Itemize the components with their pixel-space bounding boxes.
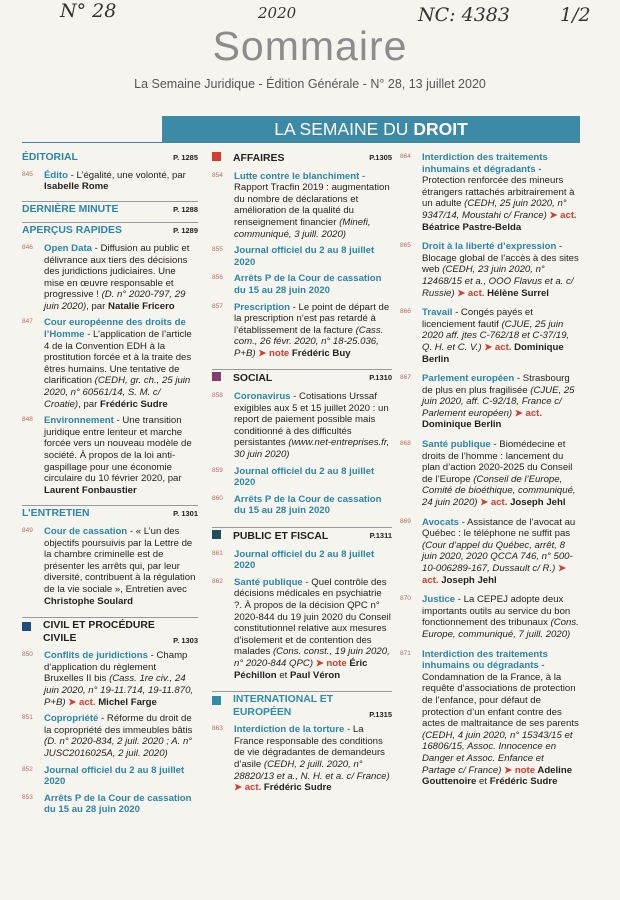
entry-author: Christophe Soulard [44, 595, 134, 607]
entry-author: Béatrice Pastre-Belda [422, 221, 522, 233]
toc-entry[interactable] [22, 713, 198, 759]
section-social [212, 369, 392, 386]
toc-entry[interactable] [22, 650, 198, 708]
entry-text: - Une transition juridique entre lenteur et marche forcée vers un nouveau modèle de société. À propos de la loi anti-gaspillage pour une économie circulaire du 10 février 2020, par [44, 415, 192, 485]
toc-entry[interactable] [212, 245, 392, 268]
entry-keyword: Travail [422, 307, 453, 319]
entry-text: - Le point de départ de la prescription n’est pas retardé à l’établissement de la facture [234, 301, 390, 336]
entry-number: 865 [400, 242, 411, 250]
entry-citation: (CEDH, 4 juin 2020, n° 15343/15 et 16806/15, Assoc. Innocence en Danger et Assoc. Enfance et Partage c/ France) [422, 729, 573, 776]
entry-text: - La CEPEJ adopte deux importants outils au service du bon fonctionnement des tribunaux [422, 594, 571, 629]
entry-author: Dominique Berlin [422, 341, 564, 365]
entry-arrow: ➤ act. [477, 497, 511, 509]
toc-column-2 [212, 150, 392, 794]
entry-citation: (D. n° 2020-834, 2 juil. 2020 ; A. n° JUSC2016025A, 2 juil. 2020) [44, 736, 193, 760]
entry-arrow: ➤ note [313, 657, 350, 669]
entry-arrow: ➤ act. [454, 287, 488, 299]
entry-number: 845 [22, 170, 33, 178]
toc-column-1 [22, 150, 198, 816]
toc-entry[interactable] [212, 724, 392, 794]
section-page: P.1311 [369, 531, 392, 540]
entry-number: 850 [22, 651, 33, 659]
entry-keyword: Conflits de juridictions [44, 650, 148, 662]
toc-entry[interactable] [22, 765, 198, 788]
section-square-icon [212, 372, 221, 381]
entry-text: - Blocage global de l’accès à des sites web [422, 241, 579, 276]
entry-keyword: Interdiction de la torture [234, 724, 345, 736]
entry-number: 864 [400, 153, 411, 160]
toc-entry[interactable] [400, 373, 580, 431]
entry-text: - L’application de l’article 4 de la Convention EDH à la prostitution forcée et à la traite des êtres humains. Une tentative de clarification [44, 329, 192, 387]
entry-number: 854 [212, 171, 223, 179]
toc-entry[interactable] [212, 391, 392, 461]
entry-author: Isabelle Rome [44, 181, 109, 193]
entry-keyword: Édito [44, 169, 68, 181]
entry-text: - Quel contrôle des décisions médicales en psychiatrie ?. À propos de la décision QPC n° 2020-844 du 19 juin 2020 du Conseil constitutionnel relative aux mesures d’isolement et de contention des malades [234, 576, 391, 658]
section-public-fiscal [212, 527, 392, 544]
toc-entry[interactable] [212, 171, 392, 241]
section-title-wrap [212, 372, 392, 386]
entry-citation: (D. n° 2020-797, 29 juin 2020) [44, 289, 186, 312]
toc-entry[interactable] [400, 152, 580, 233]
banner-light: LA SEMAINE DU [274, 119, 414, 139]
entry-text: - Biomédecine et droits de l’homme : lancement du plan d’action 2020-2025 du Conseil de l’Europe [422, 439, 573, 485]
entry-arrow: ➤ act. [481, 341, 515, 353]
entry-author: Éric Péchillon [234, 657, 368, 681]
section-civil [22, 617, 198, 645]
section-title: L’ENTRETIEN [22, 508, 90, 520]
handwritten-issue-number: N° 28 [60, 0, 117, 22]
entry-author: Frédéric Sudre [489, 776, 558, 788]
section-square-icon [212, 530, 221, 539]
entry-number: 871 [400, 649, 411, 657]
entry-keyword: Lutte contre le blanchiment [234, 170, 360, 182]
section-page: P.1305 [369, 153, 392, 162]
entry-number: 867 [400, 374, 411, 382]
entry-citation: (CEDH, gr. ch., 25 juin 2020, n° 60561/14, S. M. c/ Croatie) [44, 375, 191, 410]
section-editorial [22, 150, 198, 165]
entry-keyword: Arrêts P de la Cour de cassation du 15 au 28 juin 2020 [44, 792, 192, 816]
entry-keyword: Justice [422, 594, 456, 606]
section-page: P. 1289 [173, 226, 198, 236]
toc-column-3 [400, 150, 580, 788]
section-affaires [212, 150, 392, 166]
entry-keyword: Interdiction des traitements inhumains et dégradants [422, 152, 548, 175]
section-apercus-rapides [22, 222, 198, 238]
toc-entry[interactable] [400, 439, 580, 509]
toc-entry[interactable] [22, 793, 198, 816]
entry-keyword: Santé publique [234, 576, 303, 588]
entry-text: - Assistance de l’avocat au Québec : le téléphone ne suffit pas [422, 516, 576, 540]
entry-citation: (Cons. Europe, communiqué, 7 juill. 2020) [422, 617, 579, 640]
entry-citation: (CEDH, 25 juin 2020, n° 9347/14, Moustahi c/ France) [422, 198, 567, 221]
section-entretien [22, 505, 198, 521]
entry-number: 869 [400, 517, 411, 525]
entry-citation: (www.net-entreprises.fr, 30 juin 2020) [234, 437, 390, 461]
section-square-icon [22, 622, 31, 631]
entry-citation: (Cons. const., 19 juin 2020, n° 2020-844 QPC) [234, 646, 390, 669]
entry-arrow: ➤ act. [546, 209, 577, 221]
entry-author: Joseph Jehl [510, 497, 566, 509]
toc-entry[interactable] [400, 517, 580, 587]
toc-entry[interactable] [400, 594, 580, 640]
section-title-wrap [212, 694, 392, 719]
entry-text: - « L’un des objectifs poursuivis par la Lettre de la chambre criminelle est de présenter les arrêts qui, par leur diversité, contribuent à la régulation de la vie sociale », Entretien avec [44, 525, 196, 595]
entry-number: 848 [22, 416, 33, 424]
section-derniere-minute [22, 201, 198, 217]
entry-number: 861 [212, 549, 223, 557]
entry-keyword: Journal officiel du 2 au 8 juillet 2020 [44, 764, 185, 788]
entry-text: - Diffusion au public et délivrance aux tiers des décisions des juridictions judiciaires. Une mise en œuvre responsable et progressive ! [44, 242, 190, 301]
entry-number: 847 [22, 318, 33, 326]
entry-text: - La France responsable des conditions de vie dégradantes de demandeurs d’asile [234, 724, 385, 771]
handwritten-reference: NC: 4383 [418, 4, 510, 26]
entry-keyword: Journal officiel du 2 au 8 juillet 2020 [234, 245, 375, 268]
entry-author: Natalie Fricero [108, 300, 175, 312]
entry-number: 852 [22, 765, 33, 773]
entry-author: Joseph Jehl [441, 574, 497, 586]
section-international [212, 691, 392, 719]
handwritten-fraction: 1/2 [560, 4, 591, 26]
entry-text: - Protection renforcée des mineurs étrangers rattachés arbitrairement à un adulte [422, 163, 575, 210]
banner-bold: DROIT [413, 119, 468, 139]
section-page: P. 1288 [173, 204, 198, 214]
entry-number: 849 [22, 526, 33, 534]
toc-entry[interactable] [22, 170, 198, 193]
section-page: P. 1285 [173, 153, 198, 162]
entry-keyword: Journal officiel du 2 au 8 juillet 2020 [234, 465, 375, 489]
section-page: P.1315 [369, 710, 392, 720]
section-title-wrap [212, 530, 392, 544]
entry-text: - Réforme du droit de la copropriété des immeubles bâtis [44, 713, 193, 736]
toc-entry[interactable] [212, 494, 392, 517]
section-banner [162, 116, 580, 142]
section-title: AFFAIRES [233, 153, 285, 164]
entry-citation: (CJUE, 25 juin 2020, aff. C-92/18, France c/ Parlement européen) [422, 384, 575, 419]
entry-keyword: Journal officiel du 2 au 8 juillet 2020 [234, 548, 375, 572]
entry-keyword: Droit à la liberté d’expression [422, 241, 557, 253]
entry-citation: (CEDH, 2 juill. 2020, n° 28820/13 et a., N. H. et a. c/ France) [234, 759, 390, 782]
entry-number: 851 [22, 714, 33, 722]
entry-author: Frédéric Buy [291, 347, 351, 359]
entry-text: - L’égalité, une volonté, par [67, 169, 186, 181]
section-title: ÉDITORIAL [22, 152, 78, 163]
entry-number: 868 [400, 440, 411, 448]
entry-citation: (Cass. com., 26 févr. 2020, n° 18-25.036, P+B) [234, 324, 384, 359]
section-title: CIVIL ET PROCÉDURE CIVILE [43, 620, 155, 644]
entry-author: Adeline Gouttenoire [422, 764, 573, 788]
toc-entry[interactable] [212, 466, 392, 489]
entry-keyword: Interdiction des traitements inhumains ou dégradants [422, 648, 548, 672]
entry-number: 866 [400, 308, 411, 316]
entry-citation: (CJUE, 25 juin 2020 aff. jtes C-762/18 et C-37/19, Q. H. et C. V.) [422, 318, 570, 353]
toc-entry[interactable] [400, 307, 580, 365]
page-subtitle: La Semaine Juridique - Édition Générale - N° 28, 13 juillet 2020 [134, 77, 486, 91]
entry-keyword: Coronavirus [234, 391, 291, 403]
entry-number: 846 [22, 243, 33, 251]
entry-citation: (Cass. 1re civ., 24 juin 2020, n° 19-11.714, 19-11.870, P+B) [44, 673, 194, 708]
entry-keyword: Cour de cassation [44, 525, 128, 537]
section-square-icon [212, 152, 221, 161]
entry-text: - Strasbourg de plus en plus fragilisée [422, 373, 570, 396]
entry-author: Paul Véron [290, 669, 341, 681]
entry-text: - Cotisations Urssaf exigibles aux 5 et 15 juillet 2020 : un report de paiement possible mais conditionné à des difficultés persistantes [234, 391, 389, 449]
toc-entry[interactable] [22, 526, 198, 607]
entry-text: et [476, 776, 490, 788]
entry-keyword: Open Data [44, 242, 92, 254]
entry-author: Laurent Fonbaustier [44, 484, 137, 496]
entry-number: 853 [22, 793, 33, 801]
entry-arrow: ➤ note [501, 764, 538, 776]
section-square-icon [212, 696, 221, 705]
toc-entry[interactable] [212, 549, 392, 572]
section-page: P. 1301 [173, 509, 198, 519]
banner-rule [22, 142, 580, 143]
entry-text: - Champ d’application du règlement Bruxelles II bis [44, 650, 188, 685]
toc-entry[interactable] [400, 241, 580, 299]
entry-number: 870 [400, 595, 411, 603]
entry-number: 855 [212, 246, 223, 254]
section-title-wrap [212, 152, 392, 166]
entry-author: Frédéric Sudre [263, 782, 332, 794]
section-page: P.1310 [369, 373, 392, 383]
entry-arrow: ➤ note [255, 347, 292, 359]
entry-keyword: Parlement européen [422, 373, 515, 385]
section-title: INTERNATIONAL ET EUROPÉEN [233, 694, 334, 718]
entry-citation: (Cour d’appel du Québec, arrêt, 8 juin 2020, 2020 QCCA 746, n° 500-10-006289-167, Dussault c/ R.) [422, 539, 573, 574]
entry-author: Michel Farge [98, 696, 157, 708]
entry-text: , par [86, 300, 109, 312]
entry-text: - Condamnation de la France, à la requête d’associations de protection de l’enfance, pour défaut de protection d’un enfant contre des actes de maltraitance de ses parents [422, 660, 579, 730]
entry-arrow: ➤ act. [65, 696, 99, 708]
entry-text: - Congés payés et licenciement fautif [422, 307, 533, 330]
entry-keyword: Santé publique [422, 439, 491, 451]
entry-number: 856 [212, 274, 223, 282]
entry-number: 863 [212, 725, 223, 733]
entry-citation: (Conseil de l’Europe, Comité de bioéthique, communiqué, 24 juin 2020) [422, 473, 576, 509]
entry-author: Frédéric Sudre [100, 398, 168, 410]
entry-text: , par [78, 398, 100, 410]
section-title: APERÇUS RAPIDES [22, 225, 122, 237]
entry-number: 860 [212, 494, 223, 502]
toc-entry[interactable] [22, 415, 198, 496]
handwritten-year: 2020 [258, 4, 297, 22]
entry-author: Dominique Berlin [422, 419, 502, 431]
toc-entry[interactable] [212, 302, 392, 360]
entry-keyword: Environnement [44, 415, 114, 427]
entry-text: et [276, 669, 290, 681]
entry-arrow: ➤ act. [512, 407, 543, 419]
toc-entry[interactable] [400, 649, 580, 788]
entry-keyword: Arrêts P de la Cour de cassation du 15 au 28 juin 2020 [234, 493, 382, 517]
entry-keyword: Avocats [422, 516, 459, 528]
entry-keyword: Prescription [234, 301, 290, 313]
page-title: Sommaire [212, 23, 408, 69]
entry-number: 857 [212, 302, 223, 310]
entry-citation: (CEDH, 23 juin 2020, n° 12468/15 et a., OOO Flavus et a. c/ Russie) [422, 264, 574, 299]
section-title: SOCIAL [233, 373, 273, 385]
toc-entry[interactable] [212, 577, 392, 681]
section-title: PUBLIC ET FISCAL [233, 531, 329, 542]
entry-arrow: ➤ act. [422, 563, 567, 586]
entry-keyword: Cour européenne des droits de l’Homme [44, 317, 186, 341]
entry-keyword: Arrêts P de la Cour de cassation du 15 au 28 juin 2020 [234, 273, 382, 296]
section-title-wrap [22, 620, 198, 645]
entry-keyword: Copropriété [44, 713, 99, 725]
entry-citation: (Minefi, communiqué, 3 juill. 2020) [234, 216, 371, 240]
entry-author: Hélène Surrel [487, 287, 549, 299]
section-page: P. 1303 [173, 636, 198, 646]
entry-number: 858 [212, 392, 223, 400]
toc-entry[interactable] [22, 317, 198, 410]
section-title: DERNIÈRE MINUTE [22, 203, 119, 215]
entry-text: - Rapport Tracfin 2019 : augmentation du nombre de déclarations et amélioration de la qualité du renseignement financier [234, 170, 390, 228]
entry-number: 859 [212, 466, 223, 474]
toc-entry[interactable] [212, 273, 392, 296]
entry-arrow: ➤ act. [234, 782, 264, 794]
entry-number: 862 [212, 577, 223, 585]
toc-entry[interactable] [22, 243, 198, 313]
